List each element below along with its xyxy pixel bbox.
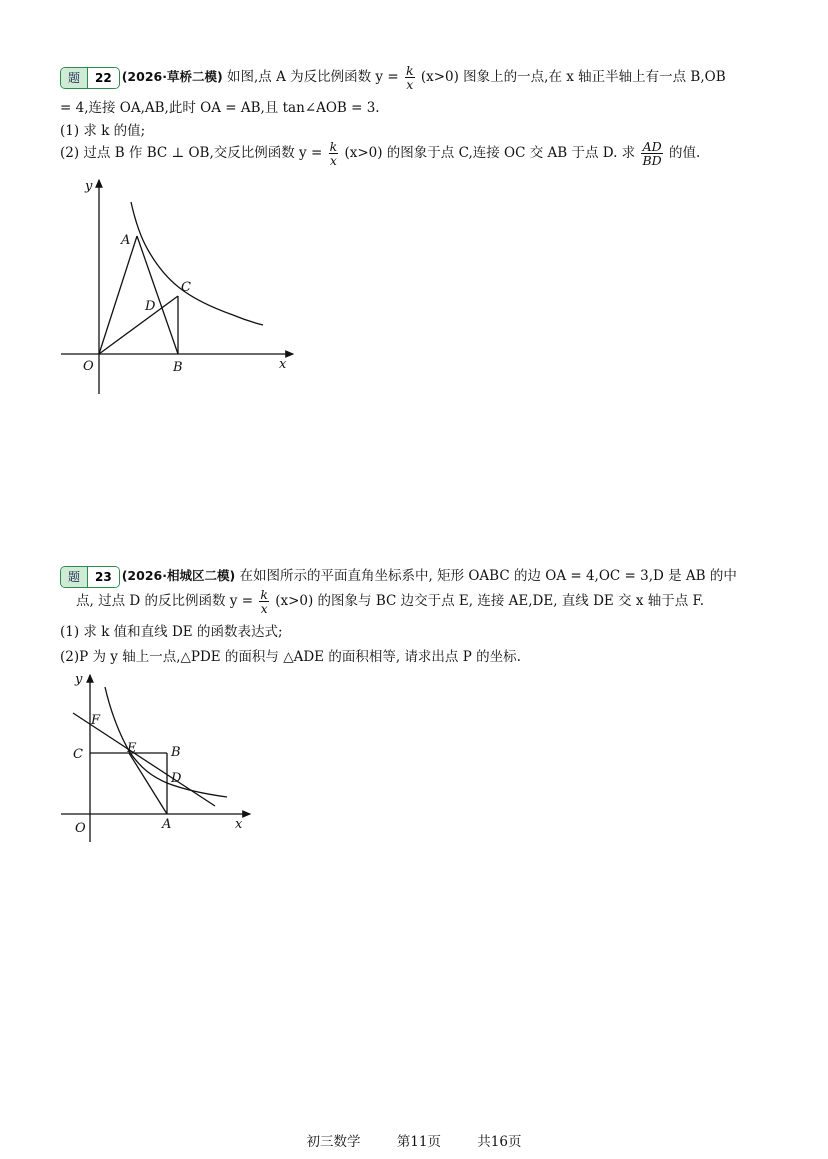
q23-number: 23: [87, 567, 119, 587]
q23-label-c: C: [73, 747, 83, 762]
q22-source: (2026·草桥二模): [121, 69, 223, 84]
q22-frac-den: x: [406, 77, 414, 92]
q22-frac-bd: BD: [642, 153, 662, 168]
q23-label-x: x: [235, 817, 243, 832]
q22-segment-ab: [137, 236, 178, 354]
q22-part2-frac-den: x: [329, 153, 337, 168]
q22-label-b: B: [173, 360, 183, 375]
footer-subject: 初三数学: [306, 1134, 361, 1150]
q23-part2: (2)P 为 y 轴上一点,△PDE 的面积与 △ADE 的面积相等, 请求出点 P 的坐标.: [60, 649, 521, 665]
q22-frac-ad: AD: [642, 139, 662, 154]
q22-line2: = 4,连接 OA,AB,此时 OA = AB,且 tan∠AOB = 3.: [60, 100, 380, 116]
q23-frac-den: x: [260, 601, 268, 616]
q22-label-a: A: [121, 233, 131, 248]
q22-label-d: D: [145, 299, 156, 314]
q22-part2-a: (2) 过点 B 作 BC ⊥ OB,交反比例函数 y =: [60, 145, 323, 161]
q22-segment-oa: [99, 236, 137, 354]
q23-stem-b: 点, 过点 D 的反比例函数 y =: [76, 593, 254, 609]
q22-fraction-ad-over-bd: [641, 140, 662, 167]
q23-label-y: y: [75, 672, 83, 687]
q22-part2: [60, 140, 700, 167]
q22-part2-b: (x>0) 的图象于点 C,连接 OC 交 AB 于点 D. 求: [344, 145, 636, 161]
q23-label-o: O: [75, 821, 86, 836]
q22-badge: [60, 67, 120, 89]
q22-part2-c: 的值.: [669, 145, 701, 161]
q22-tag: 题: [61, 68, 87, 88]
q22-stem-a: 如图,点 A 为反比例函数 y =: [226, 69, 399, 85]
q23-line2: [76, 588, 704, 615]
q23-label-d: D: [171, 771, 182, 786]
q23-frac-num: k: [260, 587, 268, 602]
footer-total-pages: 共16页: [477, 1134, 522, 1150]
q23-stem-a: 在如图所示的平面直角坐标系中, 矩形 OABC 的边 OA = 4,OC = 3,D 是 AB 的中: [239, 568, 737, 584]
q23-label-b: B: [171, 745, 181, 760]
q23-label-f: F: [91, 713, 101, 728]
q23-source: (2026·相城区二模): [121, 568, 236, 583]
q22-frac-num: k: [405, 63, 414, 78]
q22-part1: (1) 求 k 的值;: [60, 123, 146, 139]
q23-figure: [55, 665, 265, 850]
q23-fraction-k-over-x: [259, 588, 269, 615]
q22-fraction-k-over-x: [405, 64, 415, 91]
q23-hyperbola: [105, 687, 227, 797]
q23-tag: 题: [61, 567, 87, 587]
q22-label-y: y: [85, 179, 93, 194]
q22-label-c: C: [181, 280, 191, 295]
q22-segment-oc: [99, 296, 178, 354]
q23-badge: [60, 566, 120, 588]
q23-label-e: E: [127, 741, 137, 756]
q22-label-x: x: [279, 357, 287, 372]
q22-line1: [60, 64, 726, 91]
q23-line1: [60, 564, 737, 588]
q22-label-o: O: [83, 359, 94, 374]
q22-number: 22: [87, 68, 119, 88]
q23-stem-c: (x>0) 的图象与 BC 边交于点 E, 连接 AE,DE, 直线 DE 交 x 轴于点 F.: [275, 593, 705, 609]
q22-figure: [55, 170, 305, 400]
q22-stem-b: (x>0) 图象上的一点,在 x 轴正半轴上有一点 B,OB: [420, 69, 726, 85]
q23-label-a: A: [162, 817, 172, 832]
q23-part1: (1) 求 k 值和直线 DE 的函数表达式;: [60, 624, 283, 640]
q22-part2-fraction-k-over-x: [329, 140, 339, 167]
footer-page-number: 第11页: [396, 1134, 441, 1150]
page-footer: [0, 1130, 828, 1150]
q22-part2-frac-num: k: [329, 139, 338, 154]
